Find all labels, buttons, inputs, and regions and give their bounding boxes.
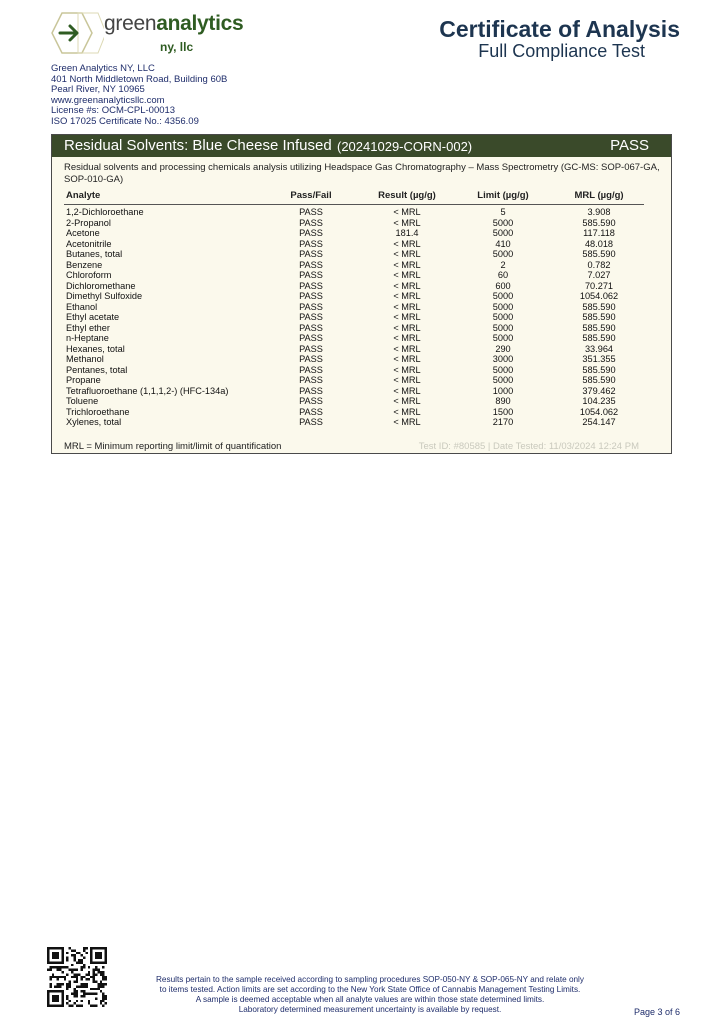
- cell-limit: 1000: [492, 385, 514, 396]
- cell-limit: 5: [500, 207, 506, 217]
- table-row: [64, 270, 644, 281]
- cell-pass-fail: PASS: [299, 343, 323, 354]
- cell-result: < MRL: [393, 270, 421, 280]
- cell-pass-fail: PASS: [299, 291, 323, 301]
- table-row: [64, 396, 644, 407]
- cell-limit: 5000: [492, 217, 514, 228]
- page-number: Page 3 of 6: [633, 1007, 680, 1017]
- cell-analyte: Hexanes, total: [66, 343, 125, 354]
- cell-analyte: Ethyl acetate: [66, 312, 120, 322]
- table-row: [64, 344, 644, 355]
- cell-limit: 2: [500, 259, 506, 270]
- cell-analyte: Ethyl ether: [66, 322, 110, 333]
- cell-mrl: 585.590: [582, 364, 616, 375]
- cell-analyte: Xylenes, total: [66, 417, 122, 427]
- footer-line: Laboratory determined measurement uncertainty is available by request.: [238, 1005, 502, 1014]
- cell-result: < MRL: [393, 312, 421, 322]
- cell-limit: 60: [497, 270, 509, 280]
- sample-id: (20241029-CORN-002): [337, 139, 473, 154]
- table-row: [64, 207, 644, 218]
- cell-result: 181.4: [395, 228, 419, 238]
- cell-limit: 5000: [492, 375, 514, 385]
- company-logo: [48, 10, 248, 56]
- panel-description: Residual solvents and processing chemicals analysis utilizing Headspace Gas Chromatography – Mass Spectrometry (GC-MS: SOP-067-GA, SOP-010-GA): [64, 162, 660, 185]
- lab-address-line2: Pearl River, NY 10965: [51, 84, 145, 95]
- col-pass-fail: Pass/Fail: [290, 190, 332, 201]
- table-row: [64, 407, 644, 418]
- cell-result: < MRL: [393, 217, 421, 228]
- cell-limit: 600: [495, 280, 511, 291]
- cell-mrl: 379.462: [582, 385, 616, 396]
- cell-mrl: 585.590: [582, 217, 616, 228]
- col-limit: Limit (µg/g): [477, 190, 529, 201]
- col-analyte: Analyte: [66, 190, 101, 201]
- cell-limit: 5000: [492, 291, 514, 301]
- qr-code-icon[interactable]: [47, 947, 107, 1007]
- table-row: [64, 239, 644, 250]
- cell-limit: 5000: [492, 322, 514, 333]
- cell-pass-fail: PASS: [299, 228, 323, 238]
- cell-mrl: 7.027: [587, 270, 611, 280]
- cell-limit: 2170: [492, 417, 514, 427]
- cell-result: < MRL: [393, 259, 421, 270]
- table-row: [64, 312, 644, 323]
- lab-iso: ISO 17025 Certificate No.: 4356.09: [51, 115, 199, 127]
- cell-limit: 1500: [492, 406, 514, 417]
- cell-mrl: 585.590: [582, 312, 616, 322]
- cell-mrl: 104.235: [582, 396, 616, 406]
- cell-analyte: Methanol: [66, 354, 104, 364]
- cell-mrl: 585.590: [582, 333, 616, 343]
- cell-limit: 890: [495, 396, 511, 406]
- cell-analyte: Acetone: [66, 228, 100, 238]
- logo-wordmark: greenanalytics: [104, 12, 244, 35]
- cell-analyte: Benzene: [66, 259, 103, 270]
- table-header: [64, 190, 644, 205]
- table-row: [64, 249, 644, 260]
- page-title: Certificate of Analysis: [439, 16, 680, 42]
- cell-mrl: 70.271: [584, 280, 614, 291]
- footer-line: to items tested. Action limits are set according to the New York State Office of Cannabis Management Testing Limits.: [159, 985, 581, 994]
- cell-limit: 410: [495, 238, 511, 249]
- cell-analyte: Trichloroethane: [66, 406, 130, 417]
- table-row: [64, 386, 644, 397]
- cell-mrl: 585.590: [582, 301, 616, 312]
- cell-analyte: Chloroform: [66, 270, 112, 280]
- cell-mrl: 33.964: [584, 343, 614, 354]
- cell-pass-fail: PASS: [299, 249, 323, 259]
- cell-result: < MRL: [393, 417, 421, 427]
- table-row: [64, 323, 644, 334]
- cell-analyte: Pentanes, total: [66, 364, 128, 375]
- hexagon-arrow-icon: [48, 10, 104, 56]
- cell-pass-fail: PASS: [299, 238, 323, 249]
- table-row: [64, 417, 644, 428]
- cell-analyte: Dimethyl Sulfoxide: [66, 291, 143, 301]
- cell-pass-fail: PASS: [299, 406, 323, 417]
- table-row: [64, 218, 644, 229]
- cell-limit: 5000: [492, 301, 514, 312]
- cell-analyte: 1,2-Dichloroethane: [66, 207, 144, 217]
- cell-limit: 5000: [492, 364, 514, 375]
- cell-pass-fail: PASS: [299, 385, 323, 396]
- cell-limit: 5000: [492, 249, 514, 259]
- footer-disclaimer: [130, 975, 610, 1015]
- panel-title: Residual Solvents: Blue Cheese Infused: [64, 137, 332, 154]
- footer-line: Results pertain to the sample received according to sampling procedures SOP-050-NY & SOP-065-NY and relate only: [156, 975, 584, 984]
- table-row: [64, 365, 644, 376]
- cell-pass-fail: PASS: [299, 322, 323, 333]
- cell-result: < MRL: [393, 396, 421, 406]
- cell-mrl: 48.018: [584, 238, 614, 249]
- cell-pass-fail: PASS: [299, 312, 323, 322]
- cell-limit: 5000: [492, 333, 514, 343]
- cell-mrl: 3.908: [587, 207, 611, 217]
- cell-result: < MRL: [393, 364, 421, 375]
- cell-pass-fail: PASS: [299, 417, 323, 427]
- lab-info: [51, 64, 227, 127]
- cell-analyte: Toluene: [66, 396, 99, 406]
- cell-mrl: 585.590: [582, 322, 616, 333]
- table-row: [64, 333, 644, 344]
- cell-pass-fail: PASS: [299, 207, 323, 217]
- cell-analyte: n-Heptane: [66, 333, 109, 343]
- cell-result: < MRL: [393, 207, 421, 217]
- cell-result: < MRL: [393, 280, 421, 291]
- col-mrl: MRL (µg/g): [574, 190, 624, 201]
- cell-result: < MRL: [393, 301, 421, 312]
- cell-mrl: 117.118: [583, 228, 615, 238]
- cell-result: < MRL: [393, 291, 421, 301]
- cell-analyte: 2-Propanol: [66, 217, 111, 228]
- cell-result: < MRL: [393, 249, 421, 259]
- table-row: [64, 228, 644, 239]
- cell-mrl: 254.147: [582, 417, 616, 427]
- cell-mrl: 0.782: [587, 259, 611, 270]
- cell-result: < MRL: [393, 385, 421, 396]
- table-row: [64, 375, 644, 386]
- cell-mrl: 1054.062: [579, 406, 619, 417]
- cell-pass-fail: PASS: [299, 375, 323, 385]
- cell-pass-fail: PASS: [299, 217, 323, 228]
- cell-pass-fail: PASS: [299, 354, 323, 364]
- cell-analyte: Acetonitrile: [66, 238, 112, 249]
- lab-address-line1: 401 North Middletown Road, Building 60B: [51, 73, 228, 85]
- cell-pass-fail: PASS: [299, 259, 323, 270]
- lab-name: Green Analytics NY, LLC: [51, 63, 155, 74]
- page-subtitle: Full Compliance Test: [478, 41, 645, 61]
- cell-pass-fail: PASS: [299, 396, 323, 406]
- logo-subtext: ny, llc: [160, 40, 194, 54]
- cell-limit: 5000: [492, 312, 514, 322]
- col-result: Result (µg/g): [378, 190, 436, 201]
- cell-limit: 290: [495, 343, 511, 354]
- cell-analyte: Propane: [66, 375, 101, 385]
- results-table: [64, 207, 644, 428]
- test-info: Test ID: #80585 | Date Tested: 11/03/2024 12:24 PM: [418, 441, 639, 452]
- residual-solvents-panel: [51, 134, 672, 454]
- table-row: [64, 291, 644, 302]
- cell-pass-fail: PASS: [299, 333, 323, 343]
- cell-limit: 5000: [492, 228, 514, 238]
- cell-result: < MRL: [393, 406, 421, 417]
- mrl-note: MRL = Minimum reporting limit/limit of quantification: [64, 441, 282, 452]
- table-row: [64, 354, 644, 365]
- table-row: [64, 281, 644, 292]
- footer-line: A sample is deemed acceptable when all analyte values are within those state determined limits.: [195, 995, 545, 1004]
- cell-result: < MRL: [393, 333, 421, 343]
- cell-pass-fail: PASS: [299, 270, 323, 280]
- cell-analyte: Ethanol: [66, 301, 98, 312]
- lab-license: License #s: OCM-CPL-00013: [51, 105, 176, 116]
- panel-header: [52, 135, 671, 157]
- table-row: [64, 260, 644, 271]
- cell-mrl: 585.590: [582, 375, 616, 385]
- cell-limit: 3000: [492, 354, 514, 364]
- cell-result: < MRL: [393, 354, 421, 364]
- panel-status: PASS: [610, 137, 649, 154]
- cell-pass-fail: PASS: [299, 280, 323, 291]
- cell-analyte: Tetrafluoroethane (1,1,1,2-) (HFC-134a): [66, 385, 229, 396]
- cell-analyte: Butanes, total: [66, 249, 123, 259]
- cell-result: < MRL: [393, 343, 421, 354]
- cell-mrl: 1054.062: [579, 291, 619, 301]
- cell-result: < MRL: [393, 322, 421, 333]
- cell-pass-fail: PASS: [299, 364, 323, 375]
- cell-analyte: Dichloromethane: [66, 280, 136, 291]
- table-row: [64, 302, 644, 313]
- cell-mrl: 351.355: [582, 354, 616, 364]
- cell-mrl: 585.590: [582, 249, 616, 259]
- cell-pass-fail: PASS: [299, 301, 323, 312]
- cell-result: < MRL: [393, 238, 421, 249]
- cell-result: < MRL: [393, 375, 421, 385]
- lab-website[interactable]: www.greenanalyticsllc.com: [51, 94, 165, 106]
